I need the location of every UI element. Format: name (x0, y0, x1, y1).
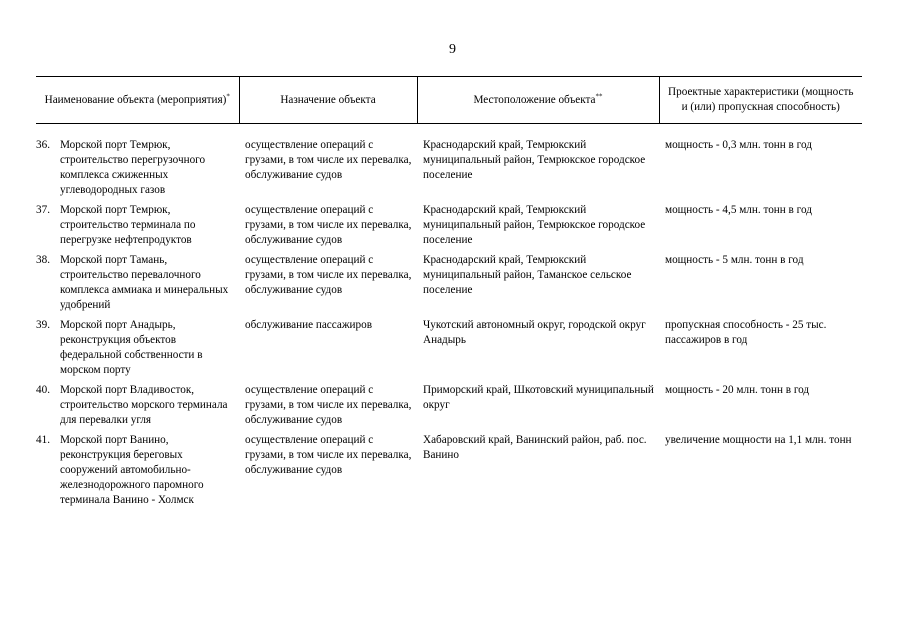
cell-purpose: обслуживание пассажиров (245, 319, 373, 331)
row-number: 40. (36, 384, 50, 396)
table-row (36, 203, 862, 253)
cell-characteristics: пропускная способность - 25 тыс. пассажиров в год (665, 319, 827, 346)
footnote-mark: * (226, 91, 230, 100)
table-body (36, 124, 862, 514)
cell-purpose: осуществление операций с грузами, в том числе их перевалка, обслуживание судов (245, 384, 412, 426)
objects-table (36, 76, 862, 513)
object-name: Морской порт Темрюк, строительство терминала по перегрузке нефтепродуктов (60, 204, 196, 246)
cell-characteristics: мощность - 20 млн. тонн в год (665, 384, 810, 396)
table-header (36, 77, 862, 124)
row-number: 38. (36, 254, 50, 266)
cell-purpose: осуществление операций с грузами, в том числе их перевалка, обслуживание судов (245, 139, 412, 181)
cell-characteristics: увеличение мощности на 1,1 млн. тонн (665, 434, 852, 446)
row-number: 39. (36, 319, 50, 331)
row-number: 37. (36, 204, 50, 216)
header-purpose: Назначение объекта (239, 77, 417, 124)
table-row (36, 318, 862, 383)
table-row (36, 253, 862, 318)
object-name: Морской порт Ванино, реконструкция береговых сооружений автомобильно-железнодорожного паромного терминала Ванино - Холмск (60, 434, 204, 506)
header-characteristics: Проектные характеристики (мощность и (или) пропускная способность) (659, 77, 862, 124)
header-name: Наименование объекта (мероприятия)* (36, 77, 239, 124)
cell-purpose: осуществление операций с грузами, в том числе их перевалка, обслуживание судов (245, 204, 412, 246)
table-row (36, 138, 862, 203)
header-location: Местоположение объекта** (417, 77, 659, 124)
cell-characteristics: мощность - 0,3 млн. тонн в год (665, 139, 812, 151)
object-name: Морской порт Тамань, строительство перевалочного комплекса аммиака и минеральных удобрений (60, 254, 229, 311)
cell-purpose: осуществление операций с грузами, в том числе их перевалка, обслуживание судов (245, 434, 412, 476)
cell-characteristics: мощность - 4,5 млн. тонн в год (665, 204, 812, 216)
row-number: 36. (36, 139, 50, 151)
cell-name (36, 203, 239, 253)
cell-location: Хабаровский край, Ванинский район, раб. пос. Ванино (423, 434, 647, 461)
object-name: Морской порт Анадырь, реконструкция объектов федеральной собственности в морском порту (60, 319, 203, 376)
cell-purpose: осуществление операций с грузами, в том числе их перевалка, обслуживание судов (245, 254, 412, 296)
cell-name (36, 383, 239, 433)
cell-location: Краснодарский край, Темрюкский муниципальный район, Темрюкское городское поселение (423, 139, 646, 181)
object-name: Морской порт Владивосток, строительство морского терминала для перевалки угля (60, 384, 228, 426)
cell-name (36, 138, 239, 203)
cell-name (36, 253, 239, 318)
object-name: Морской порт Темрюк, строительство перегрузочного комплекса сжиженных углеводородных газов (60, 139, 206, 196)
table-row (36, 383, 862, 433)
cell-location: Приморский край, Шкотовский муниципальный округ (423, 384, 654, 411)
cell-name (36, 318, 239, 383)
cell-name (36, 433, 239, 513)
cell-location: Краснодарский край, Темрюкский муниципальный район, Темрюкское городское поселение (423, 204, 646, 246)
cell-location: Краснодарский край, Темрюкский муниципальный район, Таманское сельское поселение (423, 254, 632, 296)
row-number: 41. (36, 434, 50, 446)
cell-location: Чукотский автономный округ, городской округ Анадырь (423, 319, 646, 346)
table-row (36, 433, 862, 513)
page-number: 9 (449, 42, 456, 57)
cell-characteristics: мощность - 5 млн. тонн в год (665, 254, 804, 266)
footnote-mark: ** (595, 91, 603, 100)
